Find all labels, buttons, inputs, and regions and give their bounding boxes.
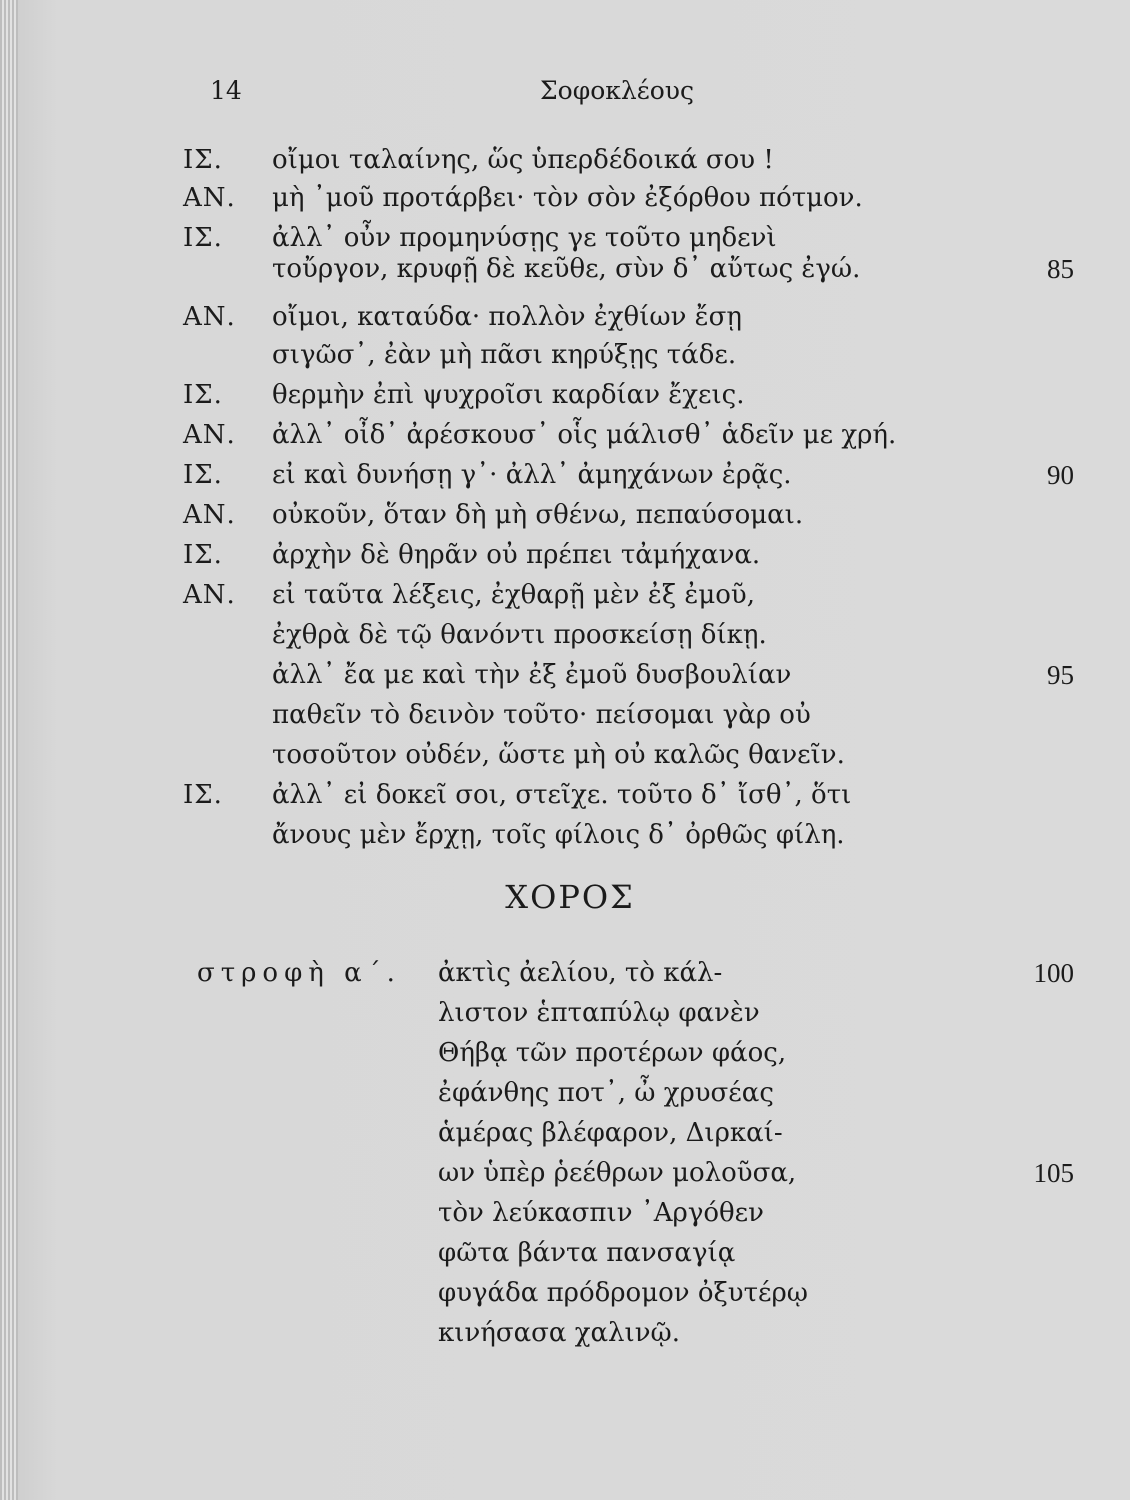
lyric-text: ἁμέρας βλέφαρον, Διρκαί- [438,1118,783,1148]
speaker-label: ΑΝ. [183,580,236,610]
line-number: 90 [1047,460,1074,490]
verse-line [0,420,1130,460]
lyric-text: ων ὑπὲρ ῥεέθρων μολοῦσα, [438,1158,797,1188]
verse-text: εἰ καὶ δυνήσῃ γ᾿· ἀλλ᾿ ἀμηχάνων ἐρᾷς. [272,460,792,490]
verse-text: ἀλλ᾿ εἰ δοκεῖ σοι, στεῖχε. τοῦτο δ᾿ ἴσθ᾿, ὅτι [272,780,852,810]
verse-text: ἀλλ᾿ ἔα με καὶ τὴν ἐξ ἐμοῦ δυσβουλίαν [272,660,792,690]
running-head: Σοφοκλέους [540,76,694,105]
lyric-line [0,1278,1130,1318]
verse-line [0,820,1130,860]
verse-line [0,254,1130,294]
speaker-label: ΙΣ. [183,780,223,810]
speaker-label: ΑΝ. [183,302,236,332]
speaker-label: ΙΣ. [183,380,223,410]
strophe-label: στροφὴ α΄. [197,958,401,988]
lyric-text: ἀκτὶς ἀελίου, τὸ κάλ- [438,958,723,988]
verse-text: ἐχθρὰ δὲ τῷ θανόντι προσκείσῃ δίκῃ. [272,620,767,650]
page-number: 14 [210,76,242,105]
verse-line [0,620,1130,660]
verse-line [0,145,1130,185]
lyric-line [0,1118,1130,1158]
chorus-heading: ΧΟΡΟΣ [505,878,635,916]
line-number: 100 [1033,958,1074,988]
page-header [0,76,1130,116]
verse-text: ἄνους μὲν ἔρχῃ, τοῖς φίλοις δ᾿ ὀρθῶς φίλη. [272,820,845,850]
line-number: 95 [1047,660,1074,690]
verse-text: θερμὴν ἐπὶ ψυχροῖσι καρδίαν ἔχεις. [272,380,745,410]
lyric-text: φῶτα βάντα πανσαγίᾳ [438,1238,736,1268]
lyric-text: Θήβᾳ τῶν προτέρων φάος, [438,1038,787,1068]
verse-text: ἀλλ᾿ οἶδ᾿ ἀρέσκουσ᾿ οἷς μάλισθ᾿ ἁδεῖν με χρή. [272,420,897,450]
lyric-text: τὸν λεύκασπιν ᾿Αργόθεν [438,1198,764,1228]
lyric-line [0,1238,1130,1278]
lyric-line [0,958,1130,998]
verse-line [0,340,1130,380]
verse-line [0,500,1130,540]
lyric-line [0,1158,1130,1198]
speaker-label: ΑΝ. [183,420,236,450]
verse-line [0,660,1130,700]
speaker-label: ΙΣ. [183,460,223,490]
speaker-label: ΑΝ. [183,183,236,213]
verse-text: ἀρχὴν δὲ θηρᾶν οὐ πρέπει τἀμήχανα. [272,540,761,570]
verse-text: τοσοῦτον οὐδέν, ὥστε μὴ οὐ καλῶς θανεῖν. [272,740,845,770]
verse-text: σιγῶσ᾿, ἐὰν μὴ πᾶσι κηρύξῃς τάδε. [272,340,737,370]
lyric-line [0,998,1130,1038]
line-number: 85 [1047,254,1074,284]
verse-line [0,380,1130,420]
verse-text: παθεῖν τὸ δεινὸν τοῦτο· πείσομαι γὰρ οὐ [272,700,811,730]
verse-line [0,540,1130,580]
speaker-label: ΙΣ. [183,223,223,253]
lyric-line [0,1198,1130,1238]
verse-line [0,460,1130,500]
lyric-text: κινήσασα χαλινῷ. [438,1318,680,1348]
verse-text: οἴμοι ταλαίνης, ὥς ὑπερδέδοικά σου ! [272,145,774,175]
verse-text: οἴμοι, καταύδα· πολλὸν ἐχθίων ἔσῃ [272,302,742,332]
lyric-text: ἐφάνθης ποτ᾿, ὦ χρυσέας [438,1078,774,1108]
verse-line [0,780,1130,820]
speaker-label: ΑΝ. [183,500,236,530]
verse-line [0,700,1130,740]
lyric-text: φυγάδα πρόδρομον ὀξυτέρῳ [438,1278,808,1308]
speaker-label: ΙΣ. [183,540,223,570]
verse-line [0,580,1130,620]
verse-line [0,740,1130,780]
speaker-label: ΙΣ. [183,145,223,175]
lyric-text: λιστον ἑπταπύλῳ φανὲν [438,998,760,1028]
verse-line [0,183,1130,223]
verse-line [0,302,1130,342]
lyric-line [0,1318,1130,1358]
verse-text: μὴ ᾿μοῦ προτάρβει· τὸν σὸν ἐξόρθου πότμον. [272,183,863,213]
verse-text: τοὔργον, κρυφῇ δὲ κεῦθε, σὺν δ᾿ αὔτως ἐγώ. [272,254,861,284]
lyric-line [0,1078,1130,1118]
verse-text: ἀλλ᾿ οὖν προμηνύσῃς γε τοῦτο μηδενὶ [272,223,777,253]
line-number: 105 [1033,1158,1074,1188]
verse-text: οὐκοῦν, ὅταν δὴ μὴ σθένω, πεπαύσομαι. [272,500,804,530]
verse-text: εἰ ταῦτα λέξεις, ἐχθαρῇ μὲν ἐξ ἐμοῦ, [272,580,755,610]
lyric-line [0,1038,1130,1078]
